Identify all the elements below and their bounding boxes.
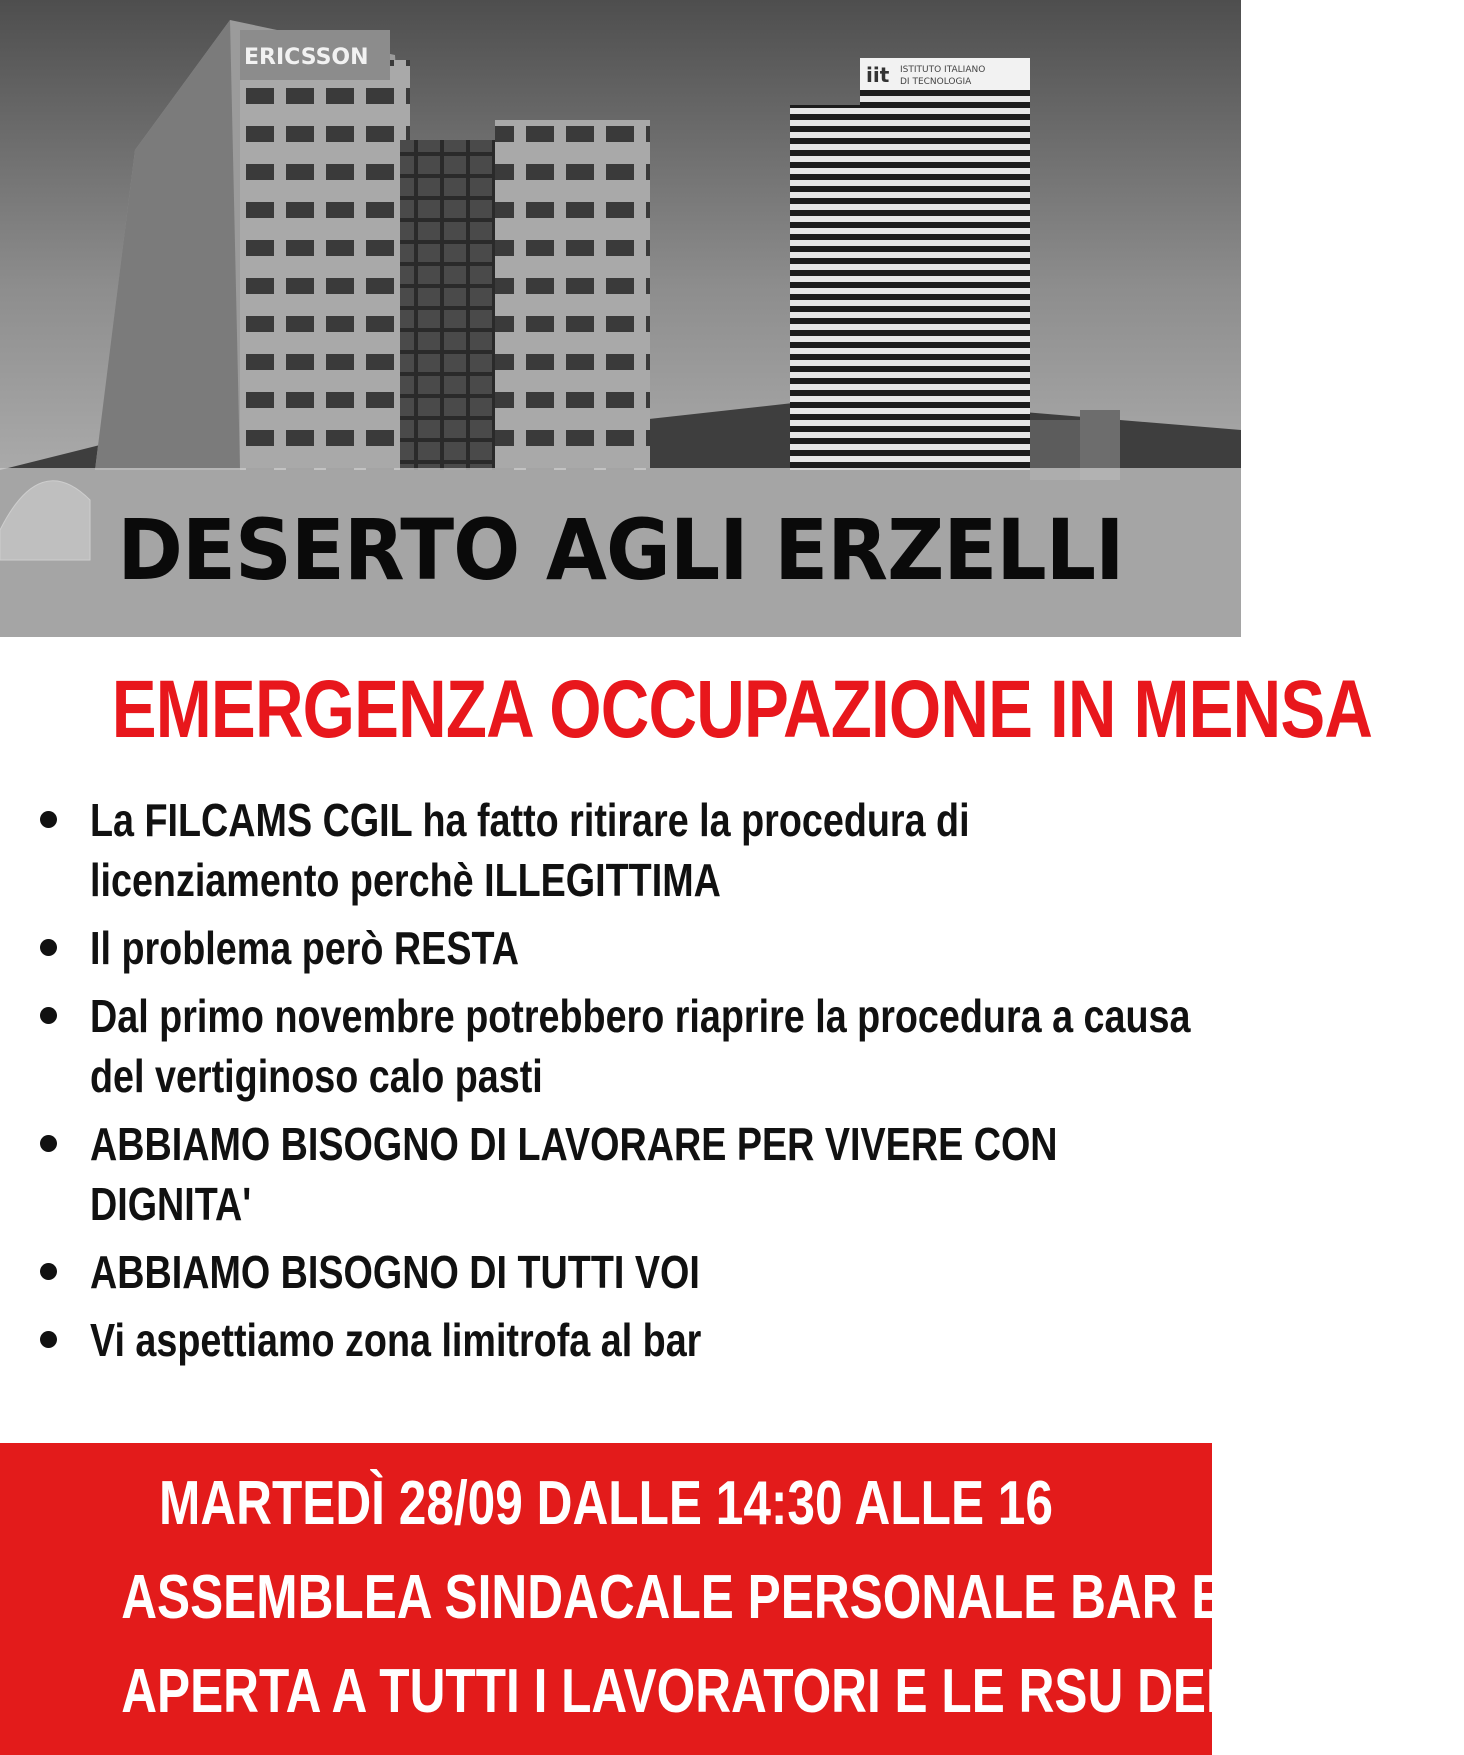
list-item-text: Vi aspettiamo zona limitrofa al bar xyxy=(90,1314,702,1366)
footer-open-line: APERTA A TUTTI I LAVORATORI E LE RSU DEL POLO xyxy=(121,1657,1390,1726)
list-item-text: La FILCAMS CGIL ha fatto ritirare la procedura di licenziamento perchè ILLEGITTIMA xyxy=(90,794,970,906)
subtitle: EMERGENZA OCCUPAZIONE IN MENSA xyxy=(111,664,1373,755)
iit-sign-line2: DI TECNOLOGIA xyxy=(900,77,972,87)
list-item xyxy=(36,790,1216,910)
list-item xyxy=(36,1114,1216,1234)
page-title: DESERTO AGLI ERZELLI xyxy=(117,501,1124,599)
list-item xyxy=(36,1242,1216,1302)
list-item xyxy=(36,918,1216,978)
bullet-dot-icon xyxy=(40,939,57,956)
list-item-text: Dal primo novembre potrebbero riaprire la procedura a causa del vertiginoso calo pasti xyxy=(90,990,1191,1102)
footer-date-line: MARTEDÌ 28/09 DALLE 14:30 ALLE 16 xyxy=(159,1469,1053,1538)
iit-sign-line1: ISTITUTO ITALIANO xyxy=(900,65,986,75)
bullet-list xyxy=(36,790,1216,1378)
list-item xyxy=(36,986,1216,1106)
bullet-dot-icon xyxy=(40,1331,57,1348)
list-item-text: Il problema però RESTA xyxy=(90,922,519,974)
footer-assembly-line: ASSEMBLEA SINDACALE PERSONALE BAR E MENSA xyxy=(121,1563,1418,1632)
bullet-dot-icon xyxy=(40,1263,57,1280)
list-item-text: ABBIAMO BISOGNO DI LAVORARE PER VIVERE CON DIGNITA' xyxy=(90,1118,1058,1230)
ericsson-sign: ERICSSON xyxy=(244,45,369,70)
bullet-dot-icon xyxy=(40,1135,57,1152)
list-item xyxy=(36,1310,1216,1370)
bullet-dot-icon xyxy=(40,811,57,828)
bullet-dot-icon xyxy=(40,1007,57,1024)
iit-logo: iit xyxy=(866,63,890,87)
list-item-text: ABBIAMO BISOGNO DI TUTTI VOI xyxy=(90,1246,700,1298)
